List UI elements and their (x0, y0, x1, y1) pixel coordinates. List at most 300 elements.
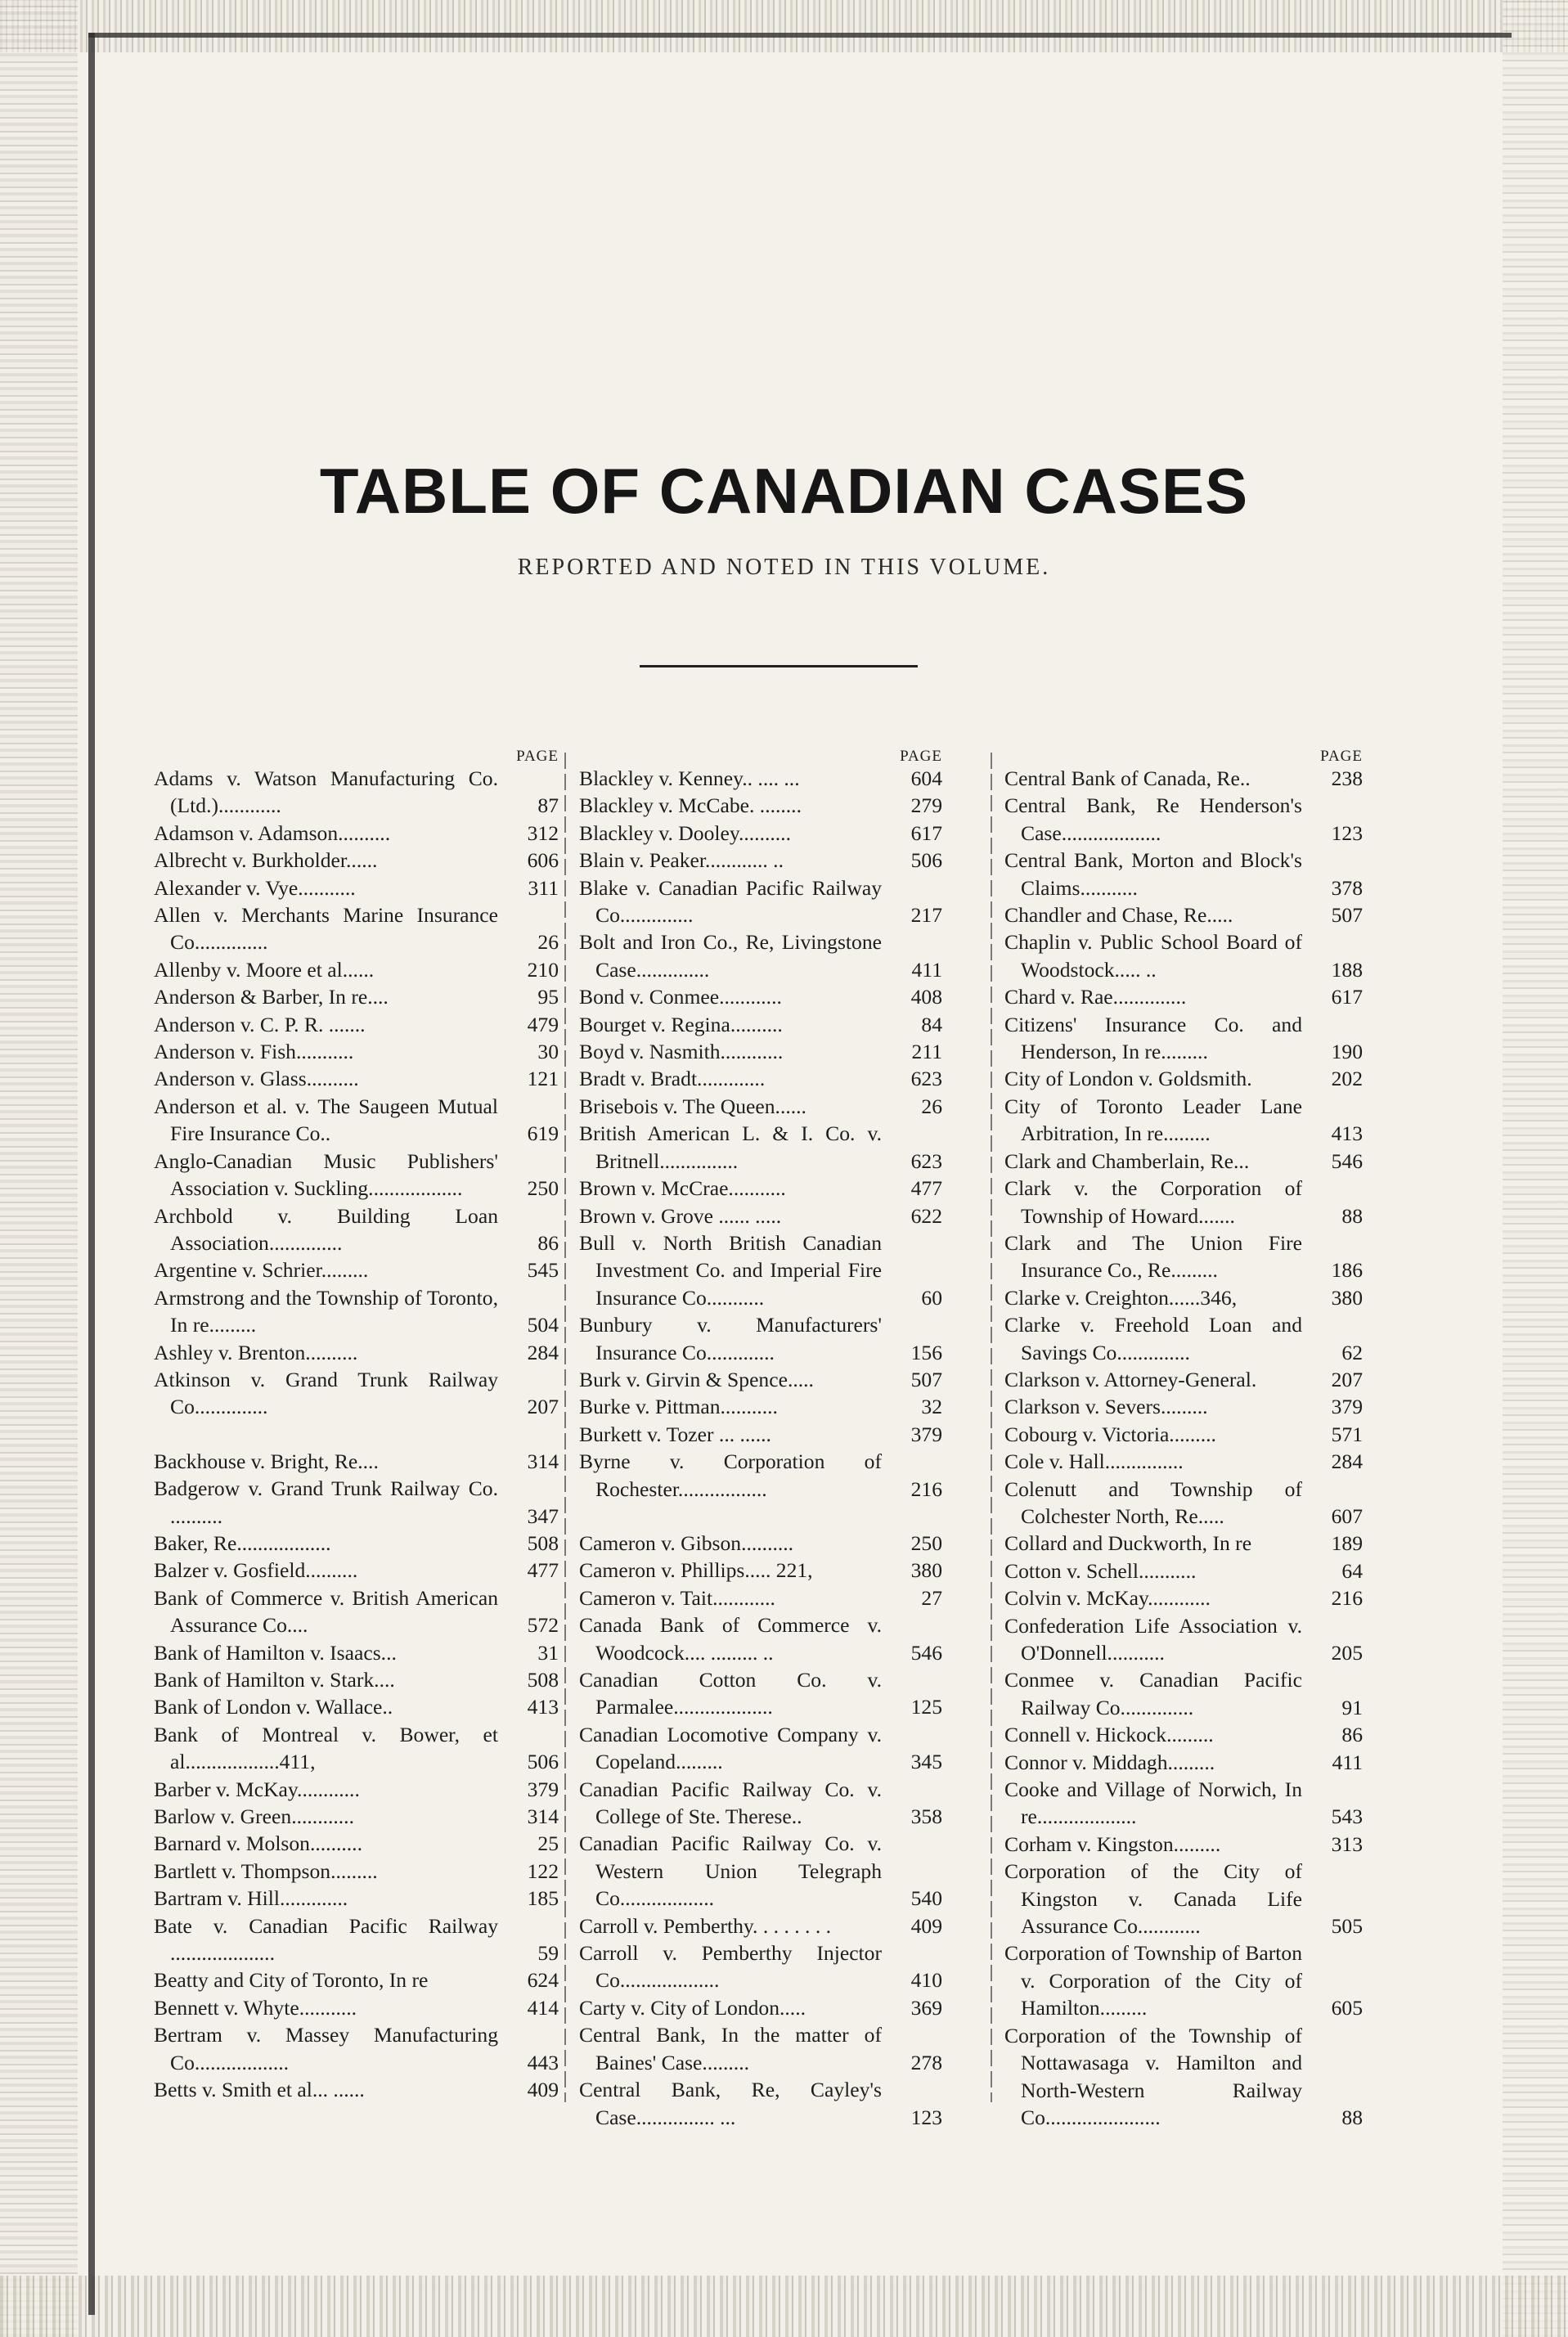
case-page-number: 122 (527, 1858, 559, 1883)
case-entry (154, 1803, 559, 1830)
case-page-number: 186 (1331, 1258, 1363, 1283)
case-page-number: 413 (527, 1695, 559, 1719)
case-entry (154, 1448, 559, 1475)
case-entry (579, 983, 942, 1010)
case-entry (579, 847, 942, 874)
page-subtitle: REPORTED AND NOTED IN THIS VOLUME. (517, 555, 1051, 580)
binding-spine (88, 33, 95, 2315)
case-name: Chaplin v. Public School Board of Woodstock..... .. (1004, 930, 1302, 982)
case-entry (579, 874, 942, 929)
case-name: Clarke v. Freehold Loan and Savings Co.............. (1004, 1313, 1302, 1364)
case-entry (1004, 1284, 1363, 1311)
case-page-number: 623 (910, 1067, 942, 1091)
case-entry (154, 1148, 559, 1202)
case-entry (1004, 1749, 1363, 1776)
case-entry (154, 1721, 559, 1776)
case-entry (579, 1366, 942, 1393)
case-entry (579, 2021, 942, 2076)
letter-section-gap (154, 1421, 559, 1448)
case-entry (1004, 2022, 1363, 2132)
case-page-number: 207 (527, 1395, 559, 1419)
case-entry (579, 1229, 942, 1311)
case-page-number: 188 (1331, 957, 1363, 982)
case-name: Canada Bank of Commerce v. Woodcock.... ......... .. (579, 1613, 882, 1665)
case-name: Bank of Montreal v. Bower, et al..................411, (154, 1722, 498, 1774)
case-name: Adamson v. Adamson.......... (154, 820, 391, 845)
case-name: Bank of Hamilton v. Stark.... (154, 1668, 395, 1692)
case-name: Connor v. Middagh......... (1004, 1750, 1215, 1774)
case-name: Bank of Commerce v. British American Assurance Co.... (154, 1585, 498, 1638)
case-entry (1004, 1858, 1363, 1939)
case-page-number: 238 (1331, 766, 1363, 790)
case-entry (1004, 928, 1363, 983)
case-entry (579, 928, 942, 983)
case-entry (579, 1011, 942, 1038)
case-page-number: 606 (527, 848, 559, 873)
case-page-number: 378 (1331, 875, 1363, 900)
case-page-number: 504 (527, 1313, 559, 1337)
page-top-border (88, 33, 1512, 38)
case-entry (579, 1448, 942, 1503)
scan-edge-top (0, 0, 1568, 52)
case-entry (1004, 1584, 1363, 1611)
case-page-number: 91 (1341, 1695, 1363, 1719)
case-page-number: 278 (910, 2050, 942, 2074)
case-entry (1004, 792, 1363, 847)
case-entry (1004, 1530, 1363, 1557)
case-entry (579, 820, 942, 847)
case-entry (1004, 901, 1363, 928)
page-title: TABLE OF CANADIAN CASES (319, 455, 1249, 527)
case-name: Beatty and City of Toronto, In re (154, 1968, 429, 1993)
case-name: Cameron v. Gibson.......... (579, 1530, 794, 1555)
case-page-number: 211 (911, 1040, 942, 1064)
case-entry (1004, 1448, 1363, 1475)
case-page-number: 207 (1331, 1367, 1363, 1391)
case-entry (154, 1858, 559, 1885)
case-page-number: 408 (910, 985, 942, 1009)
case-entry (579, 1311, 942, 1366)
case-name: Atkinson v. Grand Trunk Railway Co.............. (154, 1367, 498, 1419)
case-page-number: 414 (527, 1995, 559, 2020)
case-entry (154, 1475, 559, 1530)
case-page-number: 409 (910, 1913, 942, 1938)
case-name: Anderson & Barber, In re.... (154, 985, 389, 1009)
case-name: Cameron v. Phillips..... 221, (579, 1558, 813, 1583)
case-name: Central Bank, In the matter of Baines' Case......... (579, 2023, 882, 2074)
case-page-number: 505 (1331, 1914, 1363, 1939)
case-name: Baker, Re.................. (154, 1530, 331, 1555)
case-entry (154, 1966, 559, 1993)
case-name: City of Toronto Leader Lane Arbitration, In re......... (1004, 1094, 1302, 1146)
case-entry (579, 1557, 942, 1584)
case-name: Armstrong and the Township of Toronto, In re......... (154, 1285, 498, 1337)
case-name: Chard v. Rae.............. (1004, 985, 1187, 1009)
case-page-number: 623 (910, 1148, 942, 1173)
case-page-number: 506 (910, 848, 942, 873)
case-entry (154, 1557, 559, 1584)
case-name: Alexander v. Vye........... (154, 875, 356, 900)
column-separator (564, 753, 566, 2102)
case-name: Bunbury v. Manufacturers' Insurance Co............. (579, 1313, 882, 1364)
case-name: Byrne v. Corporation of Rochester................. (579, 1449, 882, 1501)
case-page-number: 125 (910, 1695, 942, 1719)
letter-section-gap (579, 1503, 942, 1530)
case-page-number: 202 (1331, 1067, 1363, 1091)
case-entry (579, 1666, 942, 1721)
case-name: City of London v. Goldsmith. (1004, 1067, 1252, 1091)
case-entry (154, 1284, 559, 1339)
case-name: Adams v. Watson Manufacturing Co. (Ltd.)............ (154, 766, 498, 818)
case-page-number: 540 (910, 1886, 942, 1911)
case-entry (579, 1611, 942, 1666)
case-name: Cobourg v. Victoria......... (1004, 1422, 1216, 1446)
case-name: Canadian Cotton Co. v. Parmalee................... (579, 1668, 882, 1719)
case-name: Carroll v. Pemberthy. . . . . . . . (579, 1913, 832, 1938)
case-name: Blain v. Peaker............ .. (579, 848, 784, 873)
case-entry (1004, 1831, 1363, 1858)
case-entry (154, 956, 559, 983)
case-page-number: 545 (527, 1258, 559, 1283)
case-page-number: 210 (527, 957, 559, 982)
case-page-number: 314 (527, 1449, 559, 1473)
case-entry (579, 1721, 942, 1776)
case-page-number: 379 (910, 1422, 942, 1446)
case-entry (579, 1175, 942, 1202)
case-page-number: 413 (1331, 1121, 1363, 1146)
case-entry (154, 1093, 559, 1148)
case-entry (1004, 1557, 1363, 1584)
case-name: Betts v. Smith et al... ...... (154, 2078, 365, 2102)
case-entry (1004, 1421, 1363, 1448)
case-name: Corporation of the City of Kingston v. Canada Life Assurance Co............ (1004, 1859, 1302, 1939)
case-entry (1004, 1476, 1363, 1530)
case-page-number: 607 (1331, 1503, 1363, 1528)
case-name: Anderson v. C. P. R. ....... (154, 1012, 366, 1036)
case-page-number: 205 (1331, 1641, 1363, 1665)
case-page-number: 25 (537, 1831, 559, 1856)
case-entry (154, 1830, 559, 1857)
case-entry (579, 1912, 942, 1939)
case-page-number: 87 (537, 793, 559, 818)
case-entry (1004, 1093, 1363, 1148)
case-name: Albrecht v. Burkholder...... (154, 848, 378, 873)
case-page-number: 380 (910, 1558, 942, 1583)
case-page-number: 379 (1331, 1395, 1363, 1419)
case-name: Cotton v. Schell........... (1004, 1558, 1197, 1583)
case-page-number: 190 (1331, 1040, 1363, 1064)
case-entry (1004, 1721, 1363, 1748)
case-name: Bond v. Conmee............ (579, 985, 782, 1009)
case-entry (1004, 1666, 1363, 1721)
case-page-number: 250 (910, 1530, 942, 1555)
case-entry (154, 901, 559, 956)
case-name: Clark and The Union Fire Insurance Co., Re......... (1004, 1230, 1302, 1283)
case-name: Ashley v. Brenton.......... (154, 1340, 358, 1364)
case-page-number: 508 (527, 1530, 559, 1555)
case-page-number: 605 (1331, 1996, 1363, 2020)
case-name: Blackley v. McCabe. ........ (579, 793, 802, 818)
case-name: Archbold v. Building Loan Association.............. (154, 1203, 498, 1255)
case-name: British American L. & I. Co. v. Britnell............... (579, 1121, 882, 1173)
case-page-number: 250 (527, 1176, 559, 1201)
case-name: Allen v. Merchants Marine Insurance Co.............. (154, 903, 498, 955)
case-page-number: 60 (921, 1285, 942, 1310)
case-page-number: 216 (1331, 1586, 1363, 1611)
case-page-number: 27 (921, 1585, 942, 1610)
case-entry (154, 1256, 559, 1283)
case-name: Corporation of the Township of Nottawasaga v. Hamilton and North-Western Railway Co...................... (1004, 2023, 1302, 2129)
case-page-number: 84 (921, 1012, 942, 1036)
case-name: Clark and Chamberlain, Re... (1004, 1148, 1250, 1173)
case-entry (579, 1038, 942, 1065)
case-entry (1004, 1366, 1363, 1393)
case-page-number: 358 (910, 1804, 942, 1829)
case-name: Collard and Duckworth, In re (1004, 1531, 1252, 1556)
case-page-number: 86 (537, 1230, 559, 1255)
case-page-number: 156 (910, 1340, 942, 1364)
case-page-number: 185 (527, 1886, 559, 1911)
case-name: Conmee v. Canadian Pacific Railway Co.............. (1004, 1668, 1302, 1719)
page-column-header: PAGE (1320, 748, 1363, 765)
case-entry (154, 1584, 559, 1639)
case-entry (579, 1393, 942, 1420)
case-page-number: 279 (910, 793, 942, 818)
case-page-number: 284 (1331, 1449, 1363, 1474)
case-page-number: 313 (1331, 1831, 1363, 1856)
case-page-number: 26 (921, 1094, 942, 1118)
case-entry (579, 1065, 942, 1092)
case-page-number: 508 (527, 1668, 559, 1692)
case-page-number: 26 (537, 930, 559, 955)
case-name: Blackley v. Dooley.......... (579, 820, 791, 845)
case-entry (1004, 1175, 1363, 1229)
case-name: Anderson et al. v. The Saugeen Mutual Fire Insurance Co.. (154, 1094, 498, 1146)
case-entry (579, 792, 942, 819)
case-entry (579, 2076, 942, 2131)
case-page-number: 189 (1331, 1531, 1363, 1556)
case-name: Anderson v. Glass.......... (154, 1067, 359, 1091)
case-name: Clarkson v. Attorney-General. (1004, 1367, 1257, 1391)
case-name: Burk v. Girvin & Spence..... (579, 1367, 814, 1391)
case-name: Corporation of Township of Barton v. Corporation of the City of Hamilton......... (1004, 1941, 1302, 2020)
case-entry (1004, 1148, 1363, 1175)
case-page-number: 88 (1341, 2105, 1363, 2129)
page-column-header: PAGE (900, 748, 942, 765)
case-name: Anderson v. Fish........... (154, 1040, 354, 1064)
case-entry (154, 1366, 559, 1421)
case-name: Colenutt and Township of Colchester North, Re..... (1004, 1476, 1302, 1528)
case-page-number: 604 (910, 766, 942, 790)
case-name: Bate v. Canadian Pacific Railway .................... (154, 1913, 498, 1966)
case-name: Bourget v. Regina.......... (579, 1012, 783, 1036)
case-entry (579, 1093, 942, 1120)
case-entry (579, 1830, 942, 1912)
case-page-number: 88 (1341, 1203, 1363, 1228)
case-page-number: 59 (537, 1941, 559, 1966)
case-name: Brisebois v. The Queen...... (579, 1094, 806, 1118)
case-name: Anglo-Canadian Music Publishers' Association v. Suckling.................. (154, 1148, 498, 1201)
case-page-number: 479 (527, 1012, 559, 1036)
case-name: Balzer v. Gosfield.......... (154, 1558, 358, 1583)
case-name: Blackley v. Kenney.. .... ... (579, 766, 800, 790)
case-page-number: 30 (537, 1040, 559, 1064)
case-entry (1004, 765, 1363, 792)
case-entry (154, 847, 559, 874)
case-page-number: 311 (528, 875, 559, 900)
case-entry (154, 2021, 559, 2076)
case-name: Blake v. Canadian Pacific Railway Co.............. (579, 875, 882, 928)
case-name: Clark v. the Corporation of Township of Howard....... (1004, 1176, 1302, 1228)
case-entry (579, 1994, 942, 2021)
case-page-number: 32 (921, 1395, 942, 1419)
case-entry (154, 1693, 559, 1720)
case-name: Central Bank, Morton and Block's Claims........... (1004, 848, 1302, 900)
case-page-number: 121 (527, 1067, 559, 1091)
case-entry (154, 983, 559, 1010)
case-page-number: 507 (910, 1367, 942, 1391)
scan-edge-left (0, 0, 78, 2337)
case-entry (1004, 1393, 1363, 1420)
case-page-number: 411 (911, 957, 942, 982)
case-name: Central Bank, Re Henderson's Case................... (1004, 793, 1302, 845)
case-name: Boyd v. Nasmith............ (579, 1040, 784, 1064)
case-name: Canadian Locomotive Company v. Copeland......... (579, 1722, 882, 1774)
case-name: Bolt and Iron Co., Re, Livingstone Case.............. (579, 930, 882, 982)
case-entry (1004, 1612, 1363, 1667)
case-name: Connell v. Hickock......... (1004, 1723, 1214, 1747)
case-name: Central Bank, Re, Cayley's Case............... ... (579, 2078, 882, 2129)
case-entry (154, 1530, 559, 1557)
case-name: Argentine v. Schrier......... (154, 1258, 369, 1283)
case-name: Cooke and Village of Norwich, In re................... (1004, 1777, 1302, 1829)
case-page-number: 624 (527, 1968, 559, 1993)
case-page-number: 284 (527, 1340, 559, 1364)
case-entry (1004, 847, 1363, 901)
case-name: Backhouse v. Bright, Re.... (154, 1449, 379, 1473)
case-page-number: 31 (537, 1640, 559, 1665)
case-page-number: 95 (537, 985, 559, 1009)
case-name: Citizens' Insurance Co. and Henderson, In re......... (1004, 1012, 1302, 1064)
case-name: Canadian Pacific Railway Co. v. College of Ste. Therese.. (579, 1777, 882, 1829)
case-entry (154, 1202, 559, 1257)
case-name: Cole v. Hall............... (1004, 1449, 1184, 1474)
case-page-number: 345 (910, 1750, 942, 1774)
index-column-1 (154, 748, 559, 2104)
case-entry (154, 874, 559, 901)
case-name: Central Bank of Canada, Re.. (1004, 766, 1251, 790)
case-page-number: 379 (527, 1777, 559, 1801)
case-page-number: 506 (527, 1750, 559, 1774)
case-page-number: 123 (1331, 820, 1363, 845)
case-page-number: 477 (527, 1558, 559, 1583)
case-page-number: 312 (527, 820, 559, 845)
index-column-2 (579, 748, 942, 2131)
case-page-number: 369 (910, 1995, 942, 2020)
case-page-number: 217 (910, 903, 942, 928)
case-name: Corham v. Kingston......... (1004, 1831, 1221, 1856)
scan-edge-right (1503, 0, 1568, 2337)
case-page-number: 546 (910, 1640, 942, 1665)
case-name: Cameron v. Tait............ (579, 1585, 775, 1610)
case-entry (579, 1776, 942, 1831)
case-page-number: 62 (1341, 1340, 1363, 1364)
case-entry (154, 2076, 559, 2103)
case-entry (1004, 1939, 1363, 2021)
case-entry (579, 1202, 942, 1229)
case-name: Bradt v. Bradt............. (579, 1067, 766, 1091)
case-entry (154, 765, 559, 820)
case-page-number: 314 (527, 1804, 559, 1829)
case-name: Chandler and Chase, Re..... (1004, 903, 1233, 928)
case-entry (1004, 1776, 1363, 1831)
case-page-number: 86 (1341, 1723, 1363, 1747)
case-name: Allenby v. Moore et al...... (154, 957, 375, 982)
case-entry (154, 1339, 559, 1366)
case-name: Confederation Life Association v. O'Donnell........... (1004, 1613, 1302, 1665)
case-page-number: 64 (1341, 1558, 1363, 1583)
case-page-number: 617 (1331, 985, 1363, 1009)
case-page-number: 380 (1331, 1285, 1363, 1310)
case-name: Badgerow v. Grand Trunk Railway Co. .......... (154, 1476, 498, 1528)
case-page-number: 216 (910, 1476, 942, 1501)
case-entry (1004, 1065, 1363, 1092)
case-page-number: 123 (910, 2105, 942, 2129)
case-entry (1004, 1011, 1363, 1066)
case-name: Carty v. City of London..... (579, 1995, 806, 2020)
case-page-number: 572 (527, 1613, 559, 1638)
case-name: Barlow v. Green............ (154, 1804, 354, 1829)
case-entry (579, 1421, 942, 1448)
case-page-number: 546 (1331, 1148, 1363, 1173)
case-page-number: 443 (527, 2050, 559, 2074)
case-name: Bank of Hamilton v. Isaacs... (154, 1640, 397, 1665)
case-entry (579, 1939, 942, 1994)
case-page-number: 507 (1331, 903, 1363, 928)
case-entry (579, 1120, 942, 1175)
case-page-number: 477 (910, 1176, 942, 1201)
case-name: Bartlett v. Thompson......... (154, 1858, 378, 1883)
case-name: Clarkson v. Severs......... (1004, 1395, 1208, 1419)
scan-edge-bottom (0, 2276, 1568, 2337)
case-entry (579, 1530, 942, 1557)
case-name: Burkett v. Tozer ... ...... (579, 1422, 771, 1446)
case-page-number: 543 (1331, 1804, 1363, 1829)
case-entry (154, 1994, 559, 2021)
case-name: Canadian Pacific Railway Co. v. Western Union Telegraph Co.................. (579, 1831, 882, 1911)
column-separator (991, 753, 992, 2102)
case-page-number: 571 (1331, 1422, 1363, 1446)
case-entry (1004, 1311, 1363, 1366)
case-entry (1004, 983, 1363, 1010)
case-name: Brown v. Grove ...... ..... (579, 1203, 782, 1228)
index-column-3 (1004, 748, 1363, 2131)
case-name: Bull v. North British Canadian Investment Co. and Imperial Fire Insurance Co........... (579, 1230, 882, 1310)
case-entry (579, 1584, 942, 1611)
case-page-number: 347 (527, 1503, 559, 1528)
case-entry (154, 1666, 559, 1693)
case-name: Bank of London v. Wallace.. (154, 1695, 393, 1719)
case-entry (154, 1639, 559, 1666)
case-name: Bertram v. Massey Manufacturing Co.................. (154, 2023, 498, 2074)
page-column-header: PAGE (516, 748, 559, 765)
title-divider (640, 665, 918, 667)
case-name: Bennett v. Whyte........... (154, 1995, 357, 2020)
case-name: Clarke v. Creighton......346, (1004, 1285, 1238, 1310)
case-name: Barber v. McKay............ (154, 1777, 360, 1801)
case-entry (154, 1065, 559, 1092)
case-page-number: 617 (910, 820, 942, 845)
